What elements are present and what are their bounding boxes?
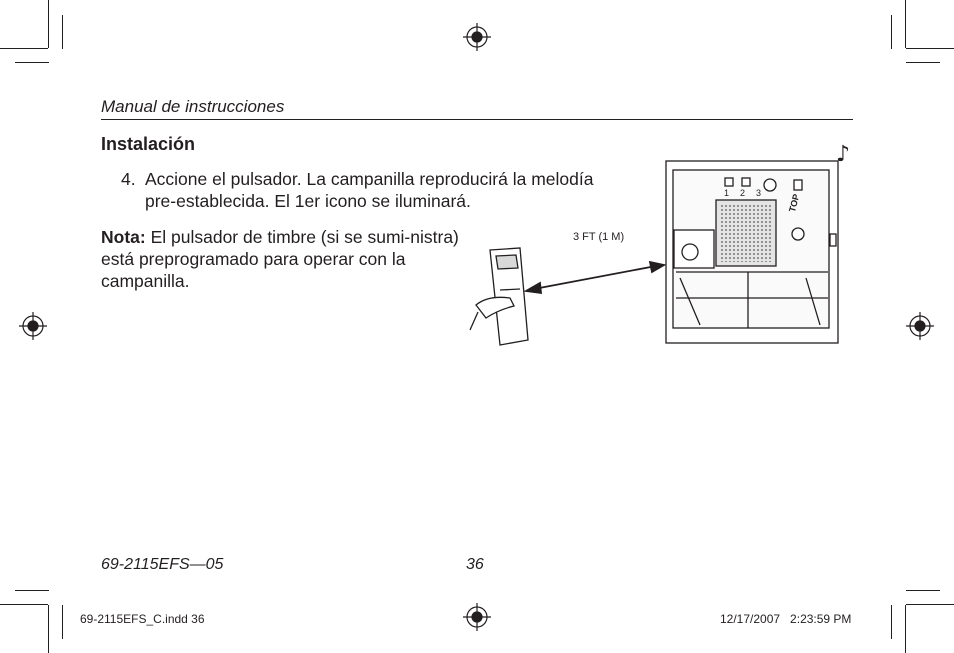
header-title: Manual de instrucciones (101, 97, 285, 116)
note-text: El pulsador de timbre (si se sumi-nistra) está preprogramado para operar con la campanilla. (101, 227, 459, 291)
slug-timestamp: 12/17/2007 2:23:59 PM (720, 612, 852, 626)
push-button-remote-icon (470, 248, 528, 345)
chime-label-2: 2 (740, 188, 746, 198)
slug-file: 69-2115EFS_C.indd 36 (80, 612, 205, 626)
chime-speaker-grille (720, 204, 772, 262)
distance-label: 3 FT (1 M) (573, 231, 625, 243)
footer-page-number: 36 (466, 556, 484, 573)
note-label: Nota: (101, 227, 146, 247)
section-title: Instalación (101, 134, 196, 154)
step-number: 4. (121, 169, 136, 189)
distance-arrow (526, 262, 664, 293)
chime-label-1: 1 (724, 188, 730, 198)
chime-label-3: 3 (756, 188, 762, 198)
footer-doc-number: 69-2115EFS—05 (101, 556, 224, 573)
music-note-icon: ♪ (836, 142, 851, 167)
chime-label-top: TOP (786, 192, 802, 214)
step-text: Accione el pulsador. La campanilla reproducirá la melodía pre-establecida. El 1er icono se iluminará. (145, 169, 594, 211)
